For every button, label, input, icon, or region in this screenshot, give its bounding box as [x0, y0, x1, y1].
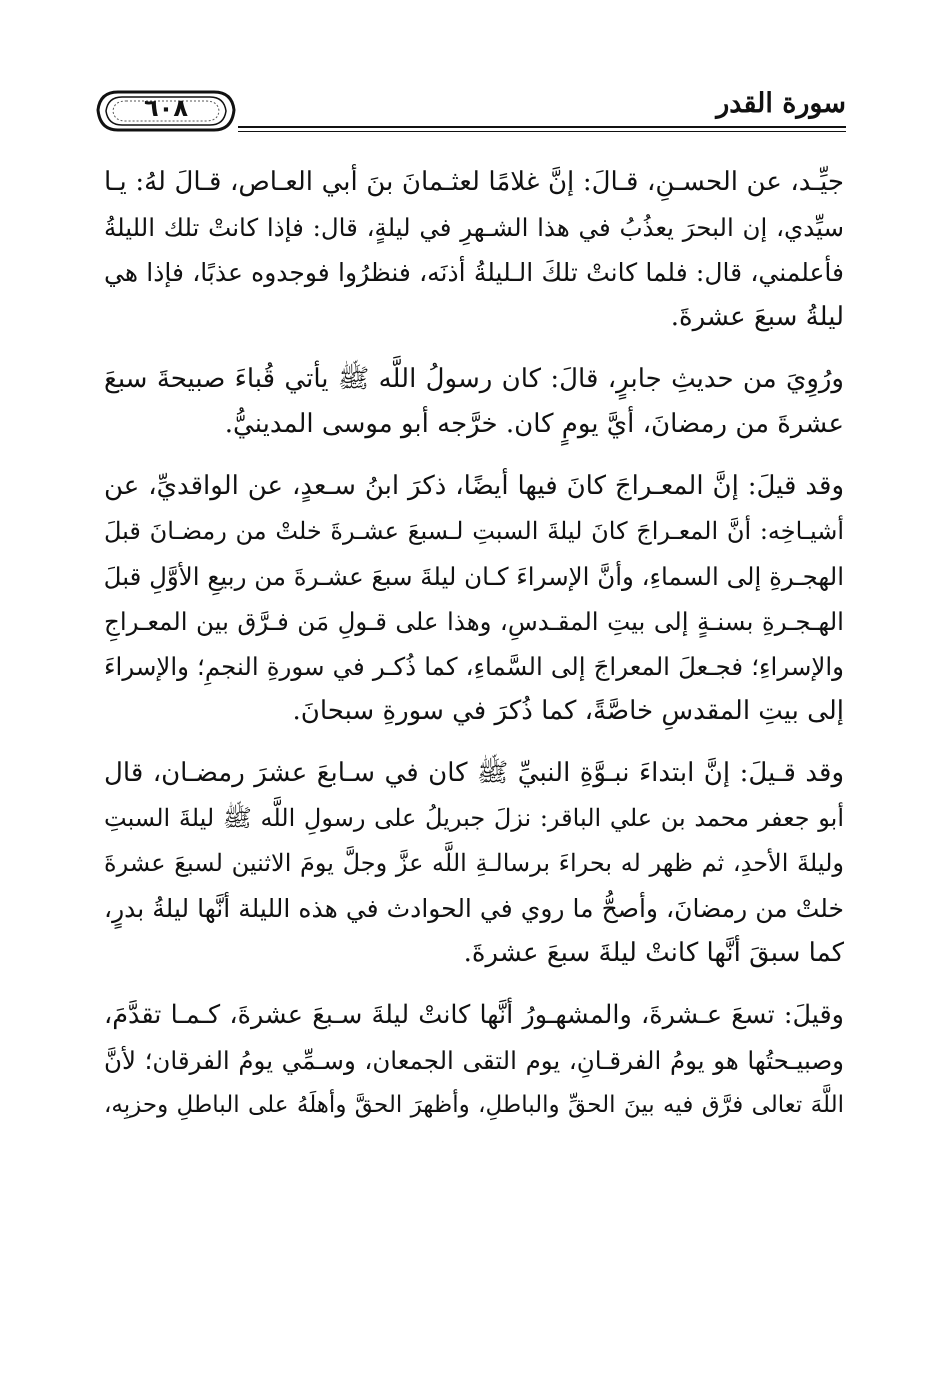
header-rule-thin [238, 131, 846, 132]
paragraph-4 [104, 751, 844, 976]
text-line: جيِّـد، عن الحسـنِ، قـالَ: إنَّ غلامًا لعثـمانَ بنَ أبي العـاص، قـالَ لهُ: يـا [104, 167, 844, 197]
text-line: وقد قيلَ: إنَّ المعـراجَ كانَ فيها أيضًا، ذكرَ ابنُ سـعدٍ، عن الواقديِّ، عن [104, 471, 844, 501]
paragraph-2 [104, 357, 844, 447]
page-number-badge [96, 86, 236, 130]
page-number: ٦٠٨ [144, 94, 188, 122]
text-line: الهـجـرةِ بسنـةٍ إلى بيتِ المقـدسِ، وهذا على قـولِ مَن فـرَّق بين المعـراجِ [104, 607, 844, 636]
text-line: إلى بيتِ المقدسِ خاصَّةً، كما ذُكرَ في سورةِ سبحانَ. [292, 696, 844, 726]
text-line: فأعلمني، قال: فلما كانتْ تلكَ الـليلةُ أذنَه، فنظرُوا فوجدوه عذبًا، فإذا هي [104, 258, 844, 287]
text-line: الهجـرةِ إلى السماءِ، وأنَّ الإسراءَ كـان ليلةَ سبعَ عشـرةَ من ربيعِ الأوَّلِ قبلَ [103, 562, 844, 591]
text-line: ليلةُ سبعَ عشرةَ. [670, 302, 844, 332]
text-line: ورُوِيَ من حديثِ جابرٍ، قالَ: كان رسولُ اللَّه ﷺ يأتي قُباءَ صبيحةَ سبعَ [104, 364, 844, 394]
text-line: أشيـاخِه: أنَّ المعـراجَ كانَ ليلةَ السبتِ لـسبعَ عشـرةَ خلتْ من رمضـانَ قبلَ [104, 517, 844, 545]
text-line: وقد قـيلَ: إنَّ ابتداءَ نبـوَّةِ النبيِّ ﷺ كان في سـابعَ عشرَ رمضـان، قال [104, 758, 844, 788]
text-line: كما سبقَ أنَّها كانتْ ليلةَ سبعَ عشرةَ. [463, 938, 844, 968]
text-line: والإسراءِ؛ فجـعلَ المعراجَ إلى السَّماءِ، كما ذُكـر في سورةِ النجمِ؛ والإسراءَ [104, 652, 844, 681]
text-line: وقيلَ: تسعَ عـشرةَ، والمشهـورُ أنَّها كانتْ ليلةَ سـبعَ عشرةَ، كـمـا تقدَّمَ، [104, 1000, 844, 1030]
paragraph-1 [104, 160, 844, 340]
text-line: سيِّدي، إن البحرَ يعذُبُ في هذا الشـهرِ في ليلةٍ، قال: فإذا كانتْ تلك الليلةُ [104, 213, 844, 242]
text-line: عشرةَ من رمضانَ، أيَّ يومٍ كان. خرَّجه أبو موسى المدينيُّ. [224, 409, 844, 439]
text-line: أبو جعفر محمد بن علي الباقر: نزلَ جبريلُ على رسولِ اللَّه ﷺ ليلةَ السبتِ [104, 804, 844, 832]
header-rule [238, 126, 846, 128]
page-header [96, 82, 846, 142]
text-line: وصبيـحتُها هو يومُ الفرقـانِ، يوم التقى الجمعان، وسـمِّي يومُ الفرقان؛ لأنَّ [104, 1046, 844, 1075]
text-line: خلتْ من رمضانَ، وأصحُّ ما روي في الحوادث في هذه الليلة أنَّها ليلةُ بدرٍ، [104, 894, 844, 923]
paragraph-3 [104, 464, 844, 734]
running-title: سورة القدر [716, 88, 846, 119]
text-line: اللَّهَ تعالى فرَّق فيه بينَ الحقِّ والباطلِ، وأظهرَ الحقَّ وأهلَهُ على الباطلِ وحزبِه، [104, 1092, 844, 1118]
text-line: وليلةَ الأحدِ، ثم ظهر له بحراءَ برسالـةِ اللَّه عزَّ وجلَّ يومَ الاثنين لسبعَ عشرةَ [104, 849, 844, 877]
page-body [104, 160, 844, 1128]
paragraph-5 [104, 993, 844, 1128]
